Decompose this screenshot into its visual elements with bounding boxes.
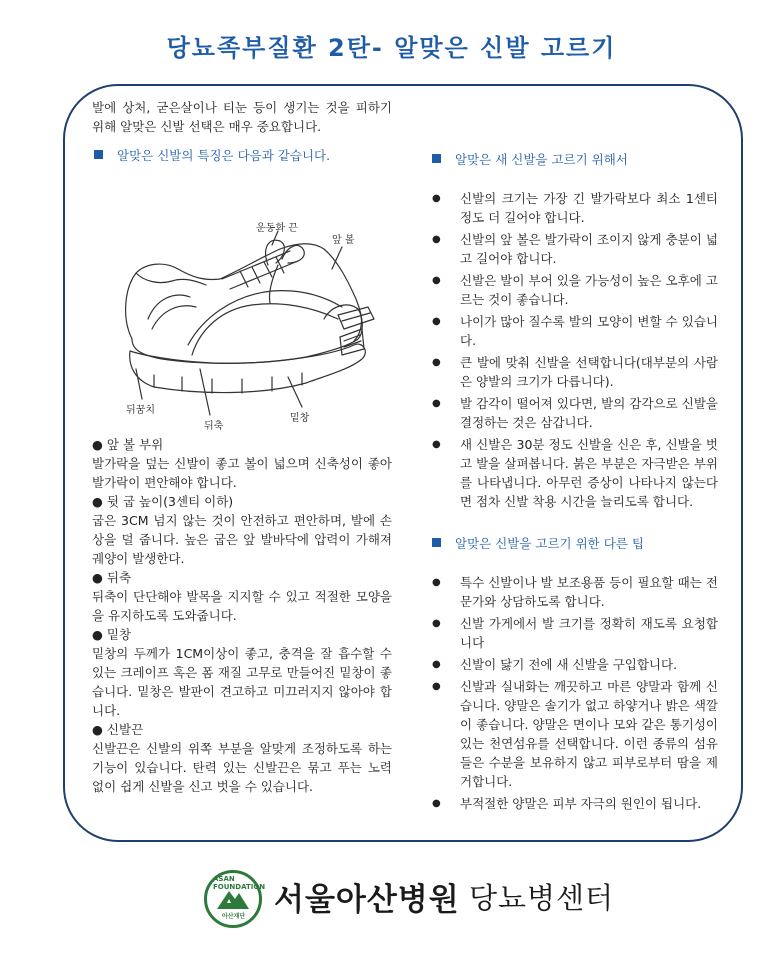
bullet-icon: ● xyxy=(432,193,441,204)
bullet-icon: ● xyxy=(92,570,103,585)
feature-heading xyxy=(92,492,392,511)
list-item-text: 특수 신발이나 발 보조용품 등이 필요할 때는 전문가와 상담하도록 합니다. xyxy=(460,575,718,609)
left-column xyxy=(92,98,392,796)
logo-arc-text: ASAN FOUNDATION xyxy=(213,875,266,891)
department-name: 당뇨병센터 xyxy=(469,881,615,915)
list-item xyxy=(430,794,718,813)
other-tips-list xyxy=(430,573,718,813)
list-item xyxy=(430,271,718,309)
feature-body: 뒤축이 단단해야 발목을 지지할 수 있고 적절한 모양을 을 유지하도록 도와줍니다. xyxy=(92,589,392,623)
list-item xyxy=(430,614,718,652)
square-bullet-icon xyxy=(432,154,441,163)
right-section2-heading-text: 알맞은 신발을 고르기 위한 다른 팁 xyxy=(455,536,644,551)
hospital-logo xyxy=(204,866,624,930)
bullet-icon: ● xyxy=(432,275,441,286)
list-item-text: 새 신발은 30분 정도 신발을 신은 후, 신발을 벗고 발을 살펴봅니다. 붉은 부분은 자극받은 부위를 나타냅니다. 아무런 증상이 나타나지 않는다면 점차 신발 착용 시간을 늘리도록 합니다. xyxy=(460,437,718,509)
feature-heading xyxy=(92,435,392,454)
bullet-icon: ● xyxy=(432,577,441,588)
logo-inner-text: 아산재단 xyxy=(222,913,246,920)
list-item-text: 신발이 닳기 전에 새 신발을 구입합니다. xyxy=(460,657,678,672)
list-item xyxy=(430,353,718,391)
right-column xyxy=(430,150,718,816)
feature-heading-text: 밑창 xyxy=(106,627,132,642)
feature-body: 굽은 3CM 넘지 않는 것이 안전하고 편안하며, 발에 손상을 덜 줍니다. 높은 굽은 앞 발바닥에 압력이 가해져 궤양이 발생한다. xyxy=(92,513,392,566)
shoe-features-list xyxy=(92,435,392,796)
feature-body: 발가락을 덮는 신발이 좋고 볼이 넓으며 신축성이 좋아 발가락이 편안해야 합니다. xyxy=(92,456,392,490)
shoe-illustration xyxy=(92,169,392,429)
bullet-icon: ● xyxy=(92,494,103,509)
list-item xyxy=(430,573,718,611)
list-item xyxy=(430,435,718,511)
bullet-icon: ● xyxy=(92,722,103,737)
bullet-icon: ● xyxy=(92,627,103,642)
bullet-icon: ● xyxy=(92,437,103,452)
list-item xyxy=(430,230,718,268)
feature-heading-text: 뒤축 xyxy=(106,570,132,585)
bullet-icon: ● xyxy=(432,398,441,409)
list-item-text: 신발과 실내화는 깨끗하고 마른 양말과 함께 신습니다. 양말은 솔기가 없고 하얗거나 밝은 색깔이 좋습니다. 양말은 면이나 모와 같은 통기성이 있는 천연섬유를 선택합니다. 이런 종류의 섬유들은 수분을 보유하지 않고 피부로부터 땀을 제거합니다. xyxy=(460,679,718,789)
list-item xyxy=(430,655,718,674)
intro-text: 발에 상처, 굳은살이나 티눈 등이 생기는 것을 피하기 위해 알맞은 신발 선택은 매우 중요합니다. xyxy=(92,100,392,134)
label-heel-counter: 뒤꿈치 xyxy=(126,405,155,416)
list-item-text: 신발은 발이 부어 있을 가능성이 높은 오후에 고르는 것이 좋습니다. xyxy=(460,273,718,307)
list-item xyxy=(430,394,718,432)
feature-heading xyxy=(92,720,392,739)
bullet-icon: ● xyxy=(432,618,441,629)
label-heel: 뒤축 xyxy=(204,421,224,432)
right-section1-heading xyxy=(430,150,718,169)
bullet-icon: ● xyxy=(432,357,441,368)
list-item-text: 신발의 앞 볼은 발가락이 조이지 않게 충분이 넓고 길어야 합니다. xyxy=(460,232,718,266)
list-item-text: 큰 발에 맞춰 신발을 선택합니다(대부분의 사람은 양발의 크기가 다릅니다). xyxy=(460,355,718,389)
feature-body: 밑창의 두께가 1CM이상이 좋고, 충격을 잘 흡수할 수 있는 크레이프 혹은 폼 재질 고무로 만들어진 밑창이 좋습니다. 밑창은 발판이 견고하고 미끄러지지 않아야 합니다. xyxy=(92,646,392,718)
list-item xyxy=(430,189,718,227)
label-lace: 운동화 끈 xyxy=(256,223,298,234)
feature-heading-text: 신발끈 xyxy=(106,722,144,737)
feature-body: 신발끈은 신발의 위쪽 부분을 알맞게 조정하도록 하는 기능이 있습니다. 탄력 있는 신발끈은 묶고 푸는 노력 없이 쉽게 신발을 신고 벗을 수 있습니다. xyxy=(92,741,392,794)
list-item-text: 신발 가게에서 발 크기를 정확히 재도록 요청합니다 xyxy=(460,616,718,650)
feature-heading xyxy=(92,625,392,644)
label-sole: 밑창 xyxy=(290,413,310,424)
shoe-figure xyxy=(92,169,392,432)
right-section2-heading xyxy=(430,534,718,553)
bullet-icon: ● xyxy=(432,316,441,327)
bullet-icon: ● xyxy=(432,234,441,245)
square-bullet-icon xyxy=(94,150,103,159)
list-item xyxy=(430,677,718,791)
feature-heading-text: 뒷 굽 높이(3센티 이하) xyxy=(106,494,234,509)
list-item xyxy=(430,312,718,350)
bullet-icon: ● xyxy=(432,681,441,692)
list-item-text: 부적절한 양말은 피부 자극의 원인이 됩니다. xyxy=(460,796,702,811)
feature-heading-text: 앞 볼 부위 xyxy=(106,437,164,452)
asan-foundation-emblem-icon xyxy=(204,870,266,928)
left-section-heading-text: 알맞은 신발의 특징은 다음과 같습니다. xyxy=(117,148,331,163)
square-bullet-icon xyxy=(432,538,441,547)
list-item-text: 나이가 많아 질수록 발의 모양이 변할 수 있습니다. xyxy=(460,314,718,348)
right-section1-heading-text: 알맞은 새 신발을 고르기 위해서 xyxy=(455,152,628,167)
new-shoe-tips-list xyxy=(430,189,718,511)
bullet-icon: ● xyxy=(432,659,441,670)
label-toe-box: 앞 볼 xyxy=(332,235,355,246)
hospital-name: 서울아산병원 xyxy=(274,882,460,918)
list-item-text: 발 감각이 떨어져 있다면, 발의 감각으로 신발을 결정하는 것은 삼갑니다. xyxy=(460,396,718,430)
left-section-heading xyxy=(92,146,392,165)
page-title: 당뇨족부질환 2탄- 알맞은 신발 고르기 xyxy=(166,34,617,62)
bullet-icon: ● xyxy=(432,798,441,809)
feature-heading xyxy=(92,568,392,587)
list-item-text: 신발의 크기는 가장 긴 발가락보다 최소 1센티 정도 더 길어야 합니다. xyxy=(460,191,718,225)
bullet-icon: ● xyxy=(432,439,441,450)
